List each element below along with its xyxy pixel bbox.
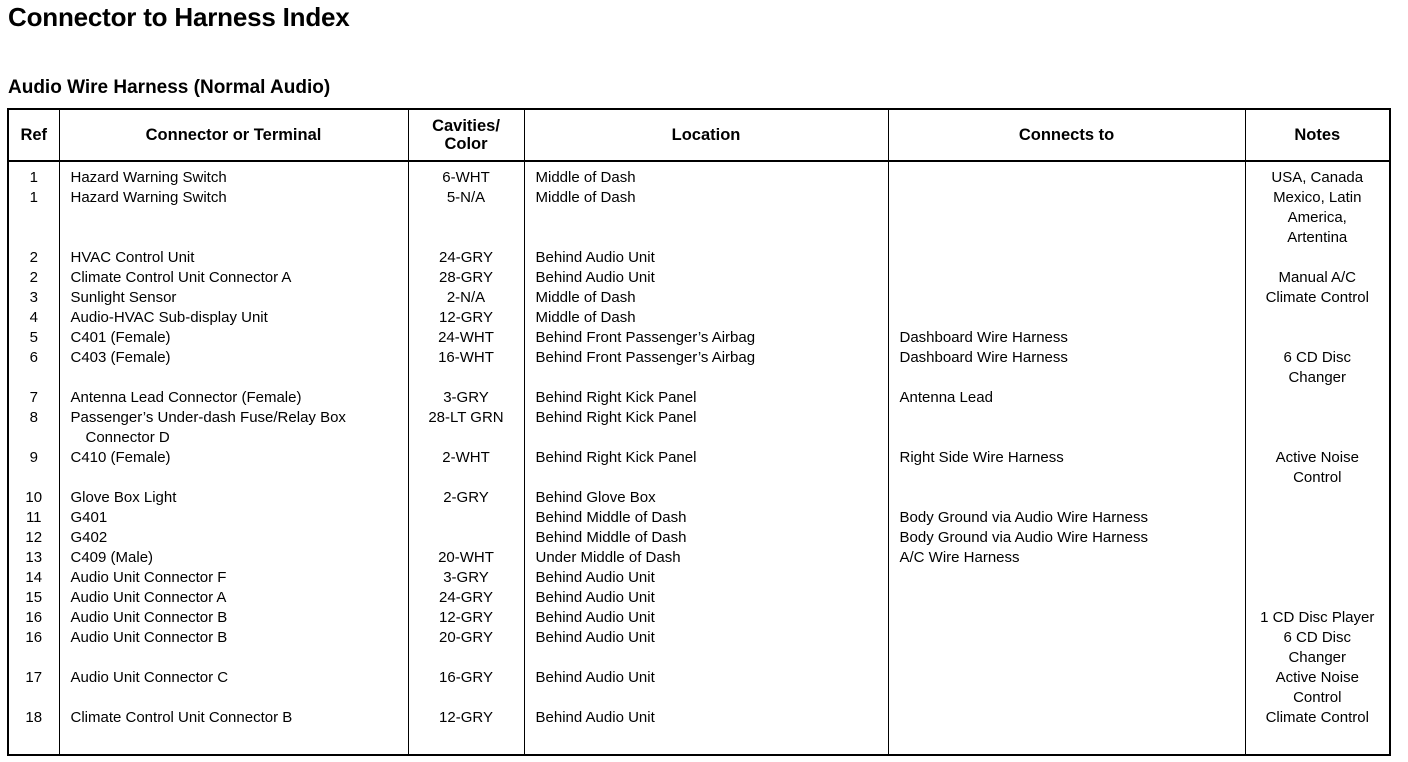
row-connector-text: Audio Unit Connector B [70,609,228,626]
row-connector [59,528,408,548]
row-connector-text: Climate Control Unit Connector B [70,709,293,726]
row-ref: 4 [29,309,38,326]
row-notes [1245,588,1389,608]
row-location: Behind Middle of Dash [524,508,888,528]
row-ref: 9 [29,449,38,466]
table-header-row [9,110,1389,161]
row-cavities: 28-GRY [408,268,524,288]
row-connects-to: Antenna Lead [888,388,1245,408]
table-row [9,388,1389,408]
table-row [9,328,1389,348]
row-ref: 14 [25,569,43,586]
row-connector [59,668,408,708]
table-row [9,248,1389,268]
table-row [9,668,1389,708]
row-connector [59,288,408,308]
row-connects-to [888,668,1245,708]
row-cavities: 20-GRY [408,628,524,668]
row-connector [59,328,408,348]
row-ref: 5 [29,329,38,346]
row-connects-to [888,268,1245,288]
row-ref: 16 [25,609,43,626]
row-ref: 6 [29,349,38,366]
table-row [9,708,1389,728]
row-cavities: 20-WHT [408,548,524,568]
row-connector-text: Antenna Lead Connector (Female) [70,389,302,406]
header-cavities-line1: Cavities/ [432,117,500,135]
table-row [9,488,1389,508]
row-ref: 7 [29,389,38,406]
row-notes [1245,488,1389,508]
row-connector [59,568,408,588]
filler-cell [524,728,888,754]
row-cavities [408,508,524,528]
header-connects-to: Connects to [888,110,1245,161]
row-connector-text: Audio Unit Connector C [70,669,229,686]
row-connector [59,248,408,268]
filler-cell [9,728,59,754]
row-ref: 2 [29,269,38,286]
row-connector [59,308,408,328]
row-notes-text: 6 CD Disc Changer [1283,349,1351,386]
row-connector-text: Hazard Warning Switch [70,169,227,186]
row-connects-to: Body Ground via Audio Wire Harness [888,508,1245,528]
row-ref: 13 [25,549,43,566]
table-row [9,408,1389,448]
row-ref: 2 [29,249,38,266]
row-cavities: 24-WHT [408,328,524,348]
row-connects-to [888,288,1245,308]
row-notes [1245,328,1389,348]
row-location: Behind Right Kick Panel [524,408,888,448]
row-notes [1245,708,1389,728]
row-connects-to: A/C Wire Harness [888,548,1245,568]
table-row [9,448,1389,488]
row-connector-text: C410 (Female) [70,449,171,466]
row-ref: 18 [25,709,43,726]
row-connector [59,628,408,668]
row-connects-to: Dashboard Wire Harness [888,348,1245,388]
table-row [9,348,1389,388]
row-connects-to: Right Side Wire Harness [888,448,1245,488]
row-notes [1245,608,1389,628]
row-location: Behind Audio Unit [524,628,888,668]
row-notes [1245,188,1389,248]
row-notes [1245,348,1389,388]
row-notes-text: Mexico, Latin America, Artentina [1273,189,1362,246]
filler-cell [59,728,408,754]
row-notes-text: 1 CD Disc Player [1260,609,1375,626]
row-location: Middle of Dash [524,288,888,308]
row-connector [59,161,408,188]
row-connects-to [888,248,1245,268]
table-row [9,288,1389,308]
row-ref: 3 [29,289,38,306]
row-location: Middle of Dash [524,188,888,248]
table-row [9,628,1389,668]
row-notes [1245,548,1389,568]
row-notes-text: Active Noise Control [1275,449,1359,486]
row-connector-text: Audio Unit Connector F [70,569,227,586]
row-notes [1245,568,1389,588]
row-connects-to [888,608,1245,628]
row-connector [59,348,408,388]
row-connector-text: Glove Box Light [70,489,177,506]
row-connector-text: G401 [70,509,108,526]
row-notes [1245,308,1389,328]
row-connector [59,488,408,508]
filler-cell [888,728,1245,754]
row-ref: 1 [29,169,38,186]
row-notes-text: Climate Control [1265,289,1369,306]
row-location: Middle of Dash [524,308,888,328]
row-location: Behind Glove Box [524,488,888,508]
row-connector [59,448,408,488]
row-connects-to [888,308,1245,328]
page-title: Connector to Harness Index [8,2,350,32]
row-location: Behind Audio Unit [524,268,888,288]
header-connector: Connector or Terminal [59,110,408,161]
row-connects-to [888,188,1245,248]
row-location: Behind Audio Unit [524,248,888,268]
row-location: Middle of Dash [524,161,888,188]
row-connector [59,508,408,528]
row-cavities: 6-WHT [408,161,524,188]
row-connector [59,608,408,628]
row-location: Behind Audio Unit [524,668,888,708]
row-connector-text: Sunlight Sensor [70,289,177,306]
row-connects-to [888,488,1245,508]
table-row [9,568,1389,588]
row-ref: 15 [25,589,43,606]
table-filler-row [9,728,1389,754]
row-cavities: 16-GRY [408,668,524,708]
row-cavities: 12-GRY [408,308,524,328]
row-connector [59,408,408,448]
row-location: Behind Front Passenger’s Airbag [524,348,888,388]
row-connector-text: HVAC Control Unit [70,249,195,266]
row-notes [1245,268,1389,288]
row-connector-text: C409 (Male) [70,549,154,566]
row-notes [1245,528,1389,548]
row-connects-to [888,161,1245,188]
row-location: Behind Middle of Dash [524,528,888,548]
row-connector-text: Passenger’s Under-dash Fuse/Relay Box [70,409,346,426]
row-connector [59,588,408,608]
table-row [9,161,1389,188]
row-ref: 17 [25,669,43,686]
row-notes-text: USA, Canada [1271,169,1364,186]
row-location: Behind Audio Unit [524,588,888,608]
row-location: Behind Audio Unit [524,708,888,728]
filler-cell [1245,728,1389,754]
table-row [9,508,1389,528]
row-cavities: 24-GRY [408,248,524,268]
row-connects-to [888,588,1245,608]
row-notes-text: Manual A/C [1278,269,1357,286]
table-body [9,161,1389,754]
table-row [9,588,1389,608]
row-location: Behind Front Passenger’s Airbag [524,328,888,348]
row-ref: 1 [29,189,38,206]
row-cavities: 12-GRY [408,608,524,628]
section-title: Audio Wire Harness (Normal Audio) [8,77,331,98]
row-connects-to: Body Ground via Audio Wire Harness [888,528,1245,548]
table-row [9,268,1389,288]
row-connector [59,268,408,288]
row-cavities: 24-GRY [408,588,524,608]
row-ref: 11 [25,509,42,526]
row-connector [59,388,408,408]
row-cavities [408,528,524,548]
row-connector [59,188,408,248]
row-ref: 16 [25,629,43,646]
row-connector-text-line2: Connector D [85,429,170,446]
row-notes [1245,288,1389,308]
row-notes-text: Climate Control [1265,709,1369,726]
row-connector-text: Climate Control Unit Connector A [70,269,292,286]
row-location: Behind Audio Unit [524,568,888,588]
row-connects-to [888,568,1245,588]
row-connector-text: Audio-HVAC Sub-display Unit [70,309,268,326]
row-connector-text: Audio Unit Connector B [70,629,228,646]
row-location: Behind Audio Unit [524,608,888,628]
row-location: Behind Right Kick Panel [524,388,888,408]
row-connector [59,548,408,568]
row-connector [59,708,408,728]
row-notes-text: Active Noise Control [1275,669,1359,706]
table-row [9,528,1389,548]
row-connector-text: Audio Unit Connector A [70,589,227,606]
row-notes [1245,448,1389,488]
row-cavities: 2-WHT [408,448,524,488]
connector-index-table [7,108,1391,756]
row-cavities: 16-WHT [408,348,524,388]
header-notes: Notes [1245,110,1389,161]
row-connector-text: Hazard Warning Switch [70,189,227,206]
header-cavities [408,110,524,161]
row-notes [1245,508,1389,528]
row-connector-text: C403 (Female) [70,349,171,366]
row-notes [1245,668,1389,708]
row-cavities: 5-N/A [408,188,524,248]
row-connects-to: Dashboard Wire Harness [888,328,1245,348]
row-notes [1245,628,1389,668]
row-cavities: 12-GRY [408,708,524,728]
row-connector-text: C401 (Female) [70,329,171,346]
row-ref: 12 [25,529,43,546]
row-notes [1245,248,1389,268]
header-ref: Ref [9,110,59,161]
row-connects-to [888,628,1245,668]
row-location: Behind Right Kick Panel [524,448,888,488]
row-notes [1245,161,1389,188]
table-row [9,548,1389,568]
row-cavities: 3-GRY [408,388,524,408]
header-cavities-line2: Color [444,135,488,153]
row-notes [1245,388,1389,408]
filler-cell [408,728,524,754]
row-cavities: 28-LT GRN [408,408,524,448]
row-ref: 8 [29,409,38,426]
row-notes [1245,408,1389,448]
row-cavities: 3-GRY [408,568,524,588]
table-row [9,188,1389,248]
row-cavities: 2-GRY [408,488,524,508]
row-connects-to [888,408,1245,448]
row-connects-to [888,708,1245,728]
row-notes-text: 6 CD Disc Changer [1283,629,1351,666]
row-location: Under Middle of Dash [524,548,888,568]
row-connector-text: G402 [70,529,108,546]
row-cavities: 2-N/A [408,288,524,308]
row-ref: 10 [25,489,43,506]
header-location: Location [524,110,888,161]
table-row [9,308,1389,328]
table-row [9,608,1389,628]
